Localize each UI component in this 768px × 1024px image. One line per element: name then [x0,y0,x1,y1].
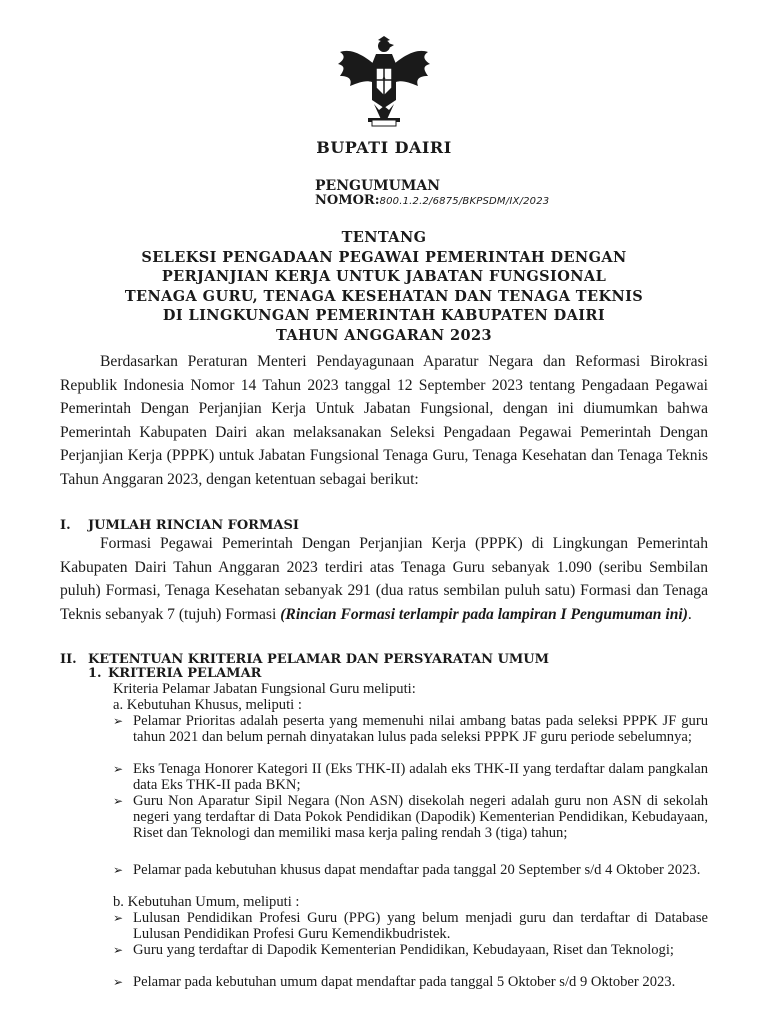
list-item: ➢ Pelamar pada kebutuhan khusus dapat mendaftar pada tanggal 20 September s/d 4 Oktober 2023. [113,862,701,878]
subject-heading [40,228,728,345]
announcement-label: PENGUMUMAN [315,178,441,194]
section1-text: Formasi Pegawai Pemerintah Dengan Perjanjian Kerja (PPPK) di Lingkungan Pemerintah Kabupaten Dairi Tahun Anggaran 2023 terdiri atas Tenaga Guru sebanyak 1.090 (seribu Sembilan puluh) Formasi, Tenaga Kesehatan sebanyak 291 (dua ratus sembilan puluh satu) Formasi dan Tenaga Teknis sebanyak 7 (tujuh) Formasi [60,535,708,623]
section1-paragraph [60,532,708,626]
arrow-bullet-icon: ➢ [113,794,124,808]
list-item: ➢ Pelamar pada kebutuhan umum dapat mendaftar pada tanggal 5 Oktober s/d 9 Oktober 2023. [113,974,676,990]
arrow-bullet-icon: ➢ [113,762,124,776]
list-item: ➢ Eks Tenaga Honorer Kategori II (Eks THK-II) adalah eks THK-II yang terdaftar dalam pangkalan data Eks THK-II pada BKN; [113,761,708,794]
garuda-emblem-icon [334,34,434,134]
subsection-number: 1. [88,666,102,681]
arrow-bullet-icon: ➢ [113,714,124,728]
subject-line: TENTANG [341,229,427,246]
list-item: ➢ Guru Non Aparatur Sipil Negara (Non ASN) disekolah negeri adalah guru non ASN di sekolah negeri yang terdaftar di Data Pokok Pendidikan (Dapodik) Kementerian Pendidikan, Kebudayaan, Riset dan Teknologi dan memiliki masa kerja paling rendah 3 (tiga) tahun; [113,793,708,842]
subject-line: TAHUN ANGGARAN 2023 [276,326,492,344]
section1-number: I. [60,518,71,533]
intro-paragraph: Berdasarkan Peraturan Menteri Pendayagunaan Aparatur Negara dan Reformasi Birokrasi Republik Indonesia Nomor 14 Tahun 2023 tanggal 12 September 2023 tentang Pengadaan Pegawai Pemerintah Dengan Perjanjian Kerja Untuk Jabatan Fungsional, dengan ini diumumkan bahwa Pemerintah Kabupaten Dairi akan melaksanakan Seleksi Pengadaan Pegawai Pemerintah Dengan Perjanjian Kerja (PPPK) untuk Jabatan Fungsional Tenaga Guru, Tenaga Kesehatan dan Tenaga Teknis Tahun Anggaran 2023, dengan ketentuan sebagai berikut: [60,353,708,488]
subject-line: PERJANJIAN KERJA UNTUK JABATAN FUNGSIONAL [161,268,607,285]
list-item: ➢ Guru yang terdaftar di Dapodik Kementerian Pendidikan, Kebudayaan, Riset dan Teknologi; [113,942,674,958]
subject-line: SELEKSI PENGADAAN PEGAWAI PEMERINTAH DENGAN [141,248,627,266]
subject-line: DI LINGKUNGAN PEMERINTAH KABUPATEN DAIRI [162,307,606,324]
arrow-bullet-icon: ➢ [113,911,124,925]
subject-line: TENAGA GURU, TENAGA KESEHATAN DAN TENAGA TEKNIS [124,287,644,305]
number-label: NOMOR: [315,193,380,208]
section1-end: . [687,605,692,623]
section2-number: II. [60,652,77,667]
issuer-title: BUPATI DAIRI [316,138,452,157]
special-needs-label: a. Kebutuhan Khusus, meliputi : [113,697,302,713]
section2-heading: KETENTUAN KRITERIA PELAMAR DAN PERSYARATAN UMUM [88,652,550,667]
arrow-bullet-icon: ➢ [113,943,124,957]
list-item: ➢ Pelamar Prioritas adalah peserta yang memenuhi nilai ambang batas pada seleksi PPPK JF guru tahun 2021 dan belum pernah dinyatakan lulus pada seleksi PPPK JF guru periode sebelumnya; [113,713,708,746]
arrow-bullet-icon: ➢ [113,863,124,877]
section1-heading: JUMLAH RINCIAN FORMASI [88,518,299,533]
subsection-heading: KRITERIA PELAMAR [108,666,262,681]
list-item: ➢ Lulusan Pendidikan Profesi Guru (PPG) yang belum menjadi guru dan terdaftar di Database Lulusan Pendidikan Profesi Guru Kemendikbudristek. [113,910,708,943]
section1-emphasis: (Rincian Formasi terlampir pada lampiran I Pengumuman ini) [280,605,688,623]
criteria-intro: Kriteria Pelamar Jabatan Fungsional Guru meliputi: [113,681,416,697]
general-needs-label: b. Kebutuhan Umum, meliputi : [113,894,300,910]
number-value: 800.1.2.2/6875/BKPSDM/IX/2023 [379,196,550,207]
arrow-bullet-icon: ➢ [113,975,124,989]
document-number [315,193,549,208]
